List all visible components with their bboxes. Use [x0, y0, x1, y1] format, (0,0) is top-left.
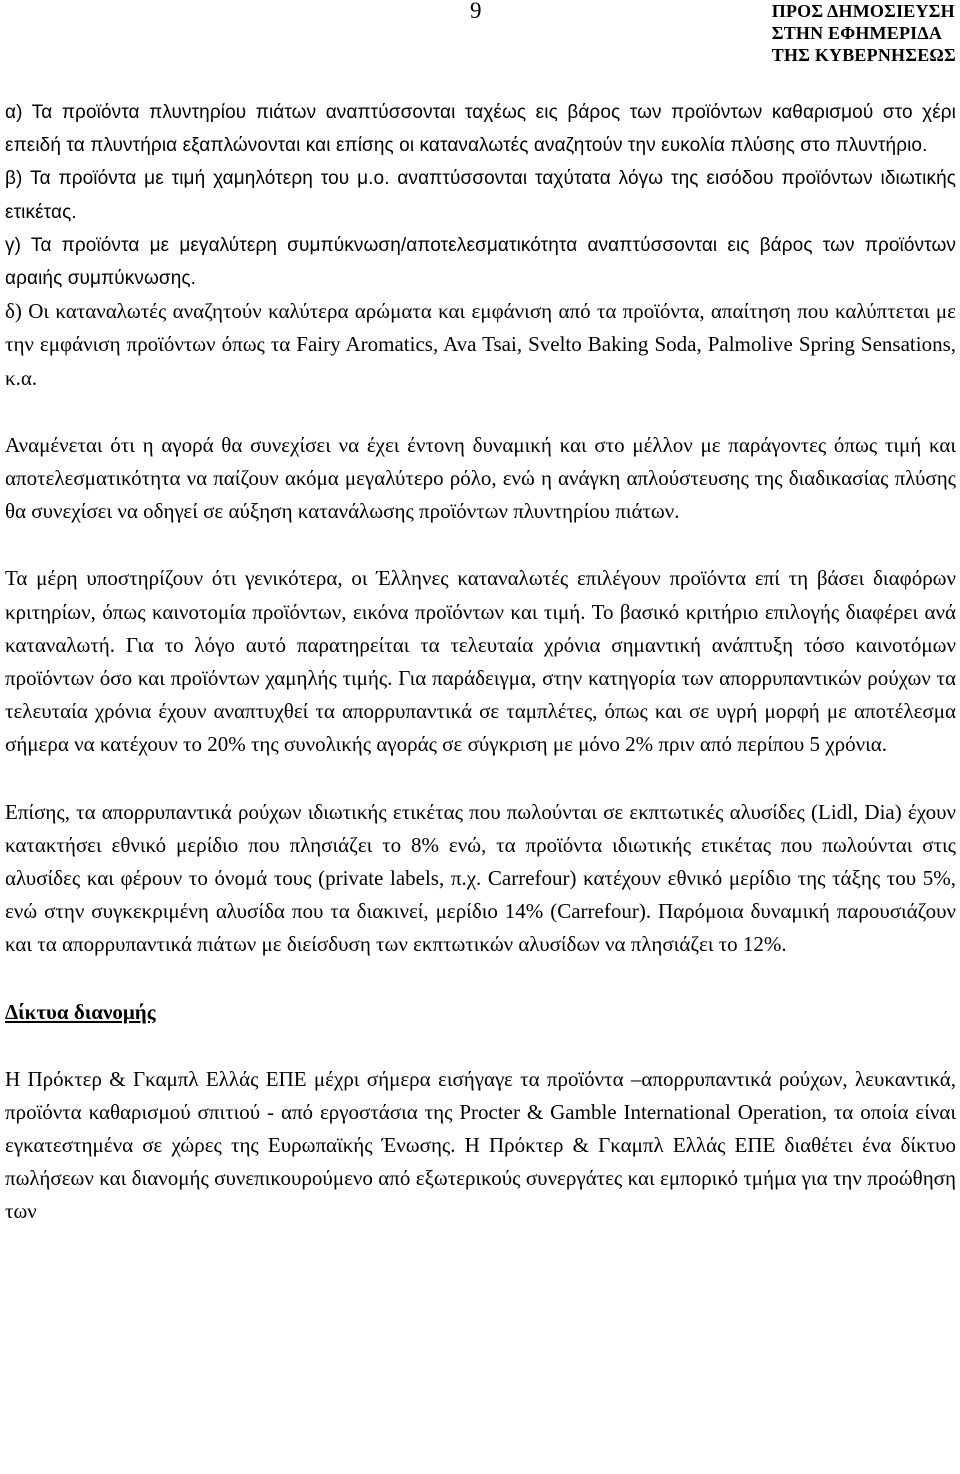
document-body — [5, 96, 956, 1229]
paragraph-market-outlook: Αναμένεται ότι η αγορά θα συνεχίσει να έχει έντονη δυναμική και στο μέλλον με παράγοντες όπως τιμή και αποτελεσματικότητα να παίζουν ακόμα μεγαλύτερο ρόλο, ενώ η ανάγκη απλούστευσης της διαδικασίας πλύσης θα συνεχίσει να οδηγεί σε αύξηση κατανάλωσης προϊόντων πλυντηρίου πιάτων. — [5, 432, 956, 524]
list-item-b: β) Τα προϊόντα με τιμή χαμηλότερη του μ.ο. αναπτύσσονται ταχύτατα λόγω της εισόδου προϊόντων ιδιωτικής ετικέτας. — [5, 168, 956, 223]
list-item-a: α) Τα προϊόντα πλυντηρίου πιάτων αναπτύσσονται ταχέως εις βάρος των προϊόντων καθαρισμού στο χέρι επειδή τα πλυντήρια εξαπλώνονται και επίσης οι καταναλωτές αναζητούν την ευκολία πλύσης στο πλυντήριο. — [5, 102, 956, 157]
stamp-line-1: ΠΡΟΣ ΔΗΜΟΣΙΕΥΣΗ — [771, 1, 955, 21]
publication-stamp — [772, 0, 956, 66]
paragraph-distribution: Η Πρόκτερ & Γκαμπλ Ελλάς ΕΠΕ μέχρι σήμερα εισήγαγε τα προϊόντα –απορρυπαντικά ρούχων, λευκαντικά, προϊόντα καθαρισμού σπιτιού - από εργοστάσια της Procter & Gamble International Operation, τα οποία είναι εγκατεστημένα σε χώρες της Ευρωπαϊκής Ένωσης. Η Πρόκτερ & Γκαμπλ Ελλάς ΕΠΕ διαθέτει ένα δίκτυο πωλήσεων και διανομής συνεπικουρούμενο από εξωτερικούς συνεργάτες και εμπορικό τμήμα για την προώθηση των — [5, 1066, 956, 1224]
stamp-line-3: ΤΗΣ ΚΥΒΕΡΝΗΣΕΩΣ — [771, 45, 956, 65]
page-number: 9 — [470, 0, 482, 23]
paragraph-consumer-criteria: Τα μέρη υποστηρίζουν ότι γενικότερα, οι Έλληνες καταναλωτές επιλέγουν προϊόντα επί τη βάσει διαφόρων κριτηρίων, όπως καινοτομία προϊόντων, εικόνα προϊόντων και τιμή. Το βασικό κριτήριο επιλογής διαφέρει ανά καταναλωτή. Για το λόγο αυτό παρατηρείται τα τελευταία χρόνια σημαντική ανάπτυξη τόσο καινοτόμων προϊόντων όσο και προϊόντων χαμηλής τιμής. Για παράδειγμα, στην κατηγορία των απορρυπαντικών ρούχων τα τελευταία χρόνια έχουν αναπτυχθεί τα απορρυπαντικά σε ταμπλέτες, όπως και σε υγρή μορφή με αποτέλεσμα σήμερα να κατέχουν το 20% της συνολικής αγοράς σε σύγκριση με μόνο 2% πριν από περίπου 5 χρόνια. — [5, 566, 956, 757]
paragraph-private-labels: Επίσης, τα απορρυπαντικά ρούχων ιδιωτικής ετικέτας που πωλούνται σε εκπτωτικές αλυσίδες (Lidl, Dia) έχουν κατακτήσει εθνικό μερίδιο που πλησιάζει το 8% ενώ, τα προϊόντα ιδιωτικής ετικέτας που πωλούνται στις αλυσίδες και φέρουν το όνομά τους (private labels, π.χ. Carrefour) κατέχουν εθνικό μερίδιο της τάξης του 5%, ενώ στην συγκεκριμένη αλυσίδα που τα διακινεί, μερίδιο 14% (Carrefour). Παρόμοια δυναμική παρουσιάζουν και τα απορρυπαντικά πιάτων με διείσδυση των εκπτωτικών αλυσίδων να πλησιάζει το 12%. — [5, 799, 956, 957]
list-item-d: δ) Οι καταναλωτές αναζητούν καλύτερα αρώματα και εμφάνιση από τα προϊόντα, απαίτηση που καλύπτεται με την εμφάνιση προϊόντων όπως τα Fairy Aromatics, Ava Tsai, Svelto Baking Soda, Palmolive Spring Sensations, κ.α. — [5, 299, 956, 390]
section-heading-distribution: Δίκτυα διανομής — [5, 999, 156, 1024]
list-item-c: γ) Τα προϊόντα με μεγαλύτερη συμπύκνωση/αποτελεσματικότητα αναπτύσσονται εις βάρος των προϊόντων αραιής συμπύκνωσης. — [5, 234, 956, 290]
stamp-line-2: ΣΤΗΝ ΕΦΗΜΕΡΙΔΑ — [771, 23, 943, 43]
